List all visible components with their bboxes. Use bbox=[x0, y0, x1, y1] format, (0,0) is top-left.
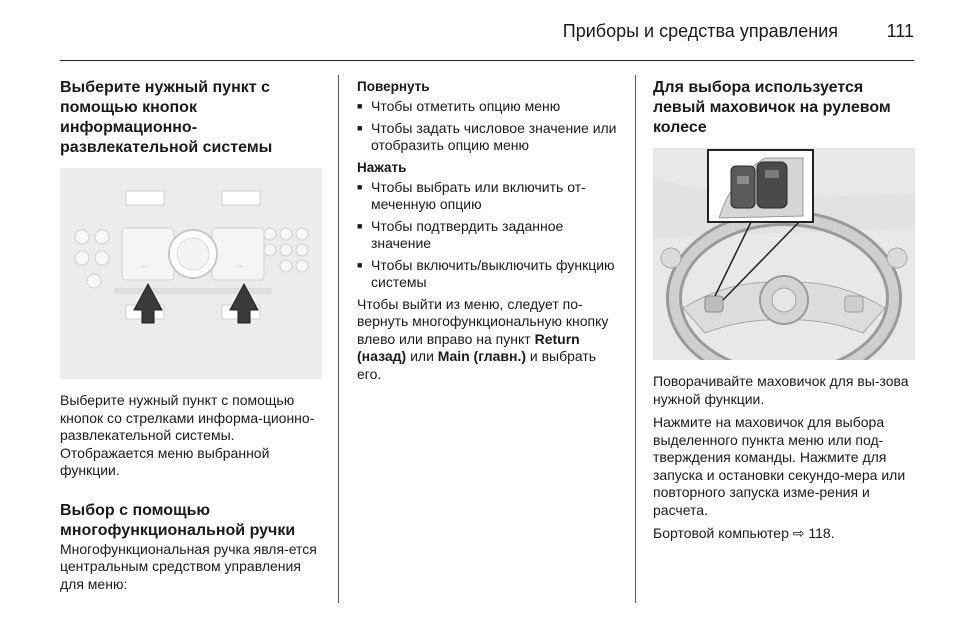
paragraph: Поворачивайте маховичок для вы-зова нужной функции. bbox=[653, 373, 909, 407]
paragraph: Нажмите на маховичок для выбора выделенного пункта меню или под-тверждения команды. Нажмите для запуска и остановки секундо-мера или повторного запуска изме-рения и расчета. bbox=[653, 414, 906, 518]
list-item: ■ Чтобы задать числовое значение или отобразить опцию меню bbox=[357, 120, 619, 155]
list-item: ■ Чтобы выбрать или включить от-меченную опцию bbox=[357, 179, 619, 214]
list-item: ■ Чтобы отметить опцию меню bbox=[357, 98, 619, 116]
infotainment-panel-figure bbox=[60, 168, 322, 379]
main-keyword: Main (главн.) bbox=[437, 348, 526, 364]
svg-text:←: ← bbox=[140, 261, 148, 270]
steering-wheel-figure bbox=[653, 148, 915, 360]
text: Чтобы выйти из меню, следует по-вернуть многофункциональную кнопку влево или вправо на пункт bbox=[357, 295, 609, 347]
section-heading: Для выбора используется левый маховичок на рулевом колесе bbox=[653, 79, 891, 136]
column-2 bbox=[357, 74, 619, 383]
page-number: 111 bbox=[886, 21, 914, 41]
steering-wheel-illustration bbox=[653, 148, 915, 360]
return-keyword: Return (назад) bbox=[357, 330, 580, 364]
list-item: ■ Чтобы включить/выключить функцию системы bbox=[357, 257, 619, 292]
svg-text:→: → bbox=[236, 261, 244, 270]
page-header bbox=[60, 0, 914, 61]
list-item: ■ Чтобы подтвердить заданное значение bbox=[357, 218, 619, 253]
column-1 bbox=[60, 74, 322, 593]
text: или bbox=[406, 348, 438, 364]
cross-reference: Бортовой компьютер ⇨ 118. bbox=[653, 525, 835, 541]
subheading-turn: Повернуть bbox=[357, 79, 430, 94]
section-heading: Выбор с помощью многофункциональной ручки bbox=[60, 501, 296, 539]
column-divider bbox=[338, 75, 339, 603]
press-list bbox=[357, 179, 619, 292]
subheading-press: Нажать bbox=[357, 159, 407, 175]
column-3 bbox=[653, 74, 915, 543]
column-divider bbox=[635, 75, 636, 603]
exit-paragraph bbox=[357, 296, 619, 384]
turn-list bbox=[357, 98, 619, 155]
text: и выбрать его. bbox=[357, 348, 597, 382]
figure-caption: Выберите нужный пункт с помощью кнопок со стрелками информа-ционно-развлекательной системы. Отображается меню выбранной функции. bbox=[60, 392, 315, 478]
paragraph: Многофункциональная ручка явля-ется центральным средством управления для меню: bbox=[60, 540, 317, 592]
infotainment-panel-illustration bbox=[60, 168, 322, 379]
section-heading: Выберите нужный пункт с помощью кнопок информационно-развлекательной системы bbox=[60, 79, 273, 156]
header-title: Приборы и средства управления bbox=[562, 21, 838, 41]
